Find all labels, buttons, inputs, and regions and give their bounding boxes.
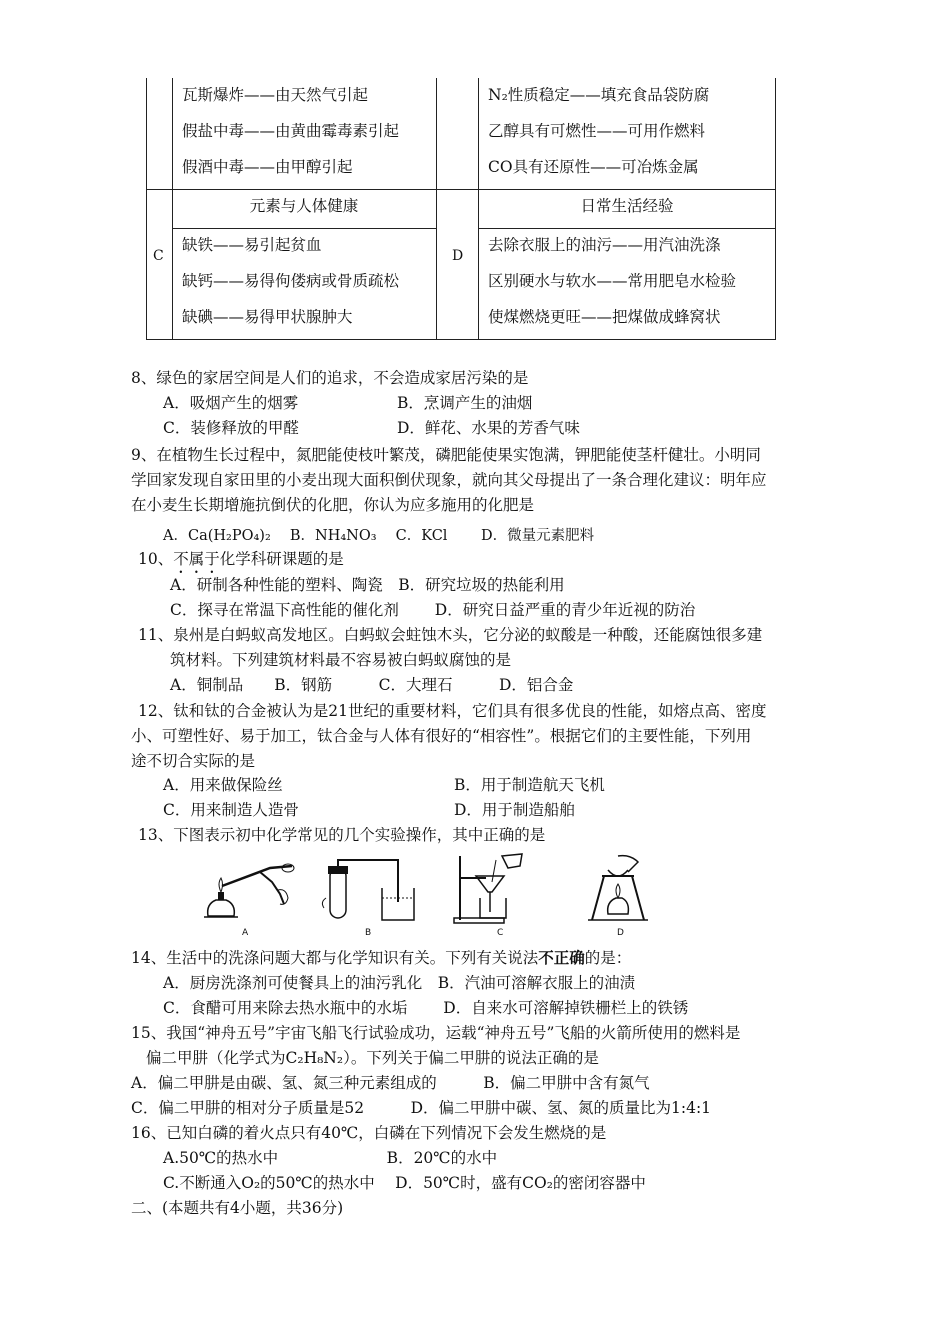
figure-a-alcohol-lamp (200, 858, 300, 928)
q12-option-c: C．用来制造人造骨 (163, 801, 299, 819)
q16-stem: 16、已知白磷的着火点只有40℃，白磷在下列情况下会发生燃烧的是 (131, 1124, 607, 1142)
q16-options-ab: A.50℃的热水中 B．20℃的水中 (163, 1149, 498, 1167)
q10-emphasis: 不属于 (173, 550, 220, 568)
table-col-divider-2 (436, 78, 437, 340)
table-row-divider (146, 189, 776, 190)
q13-stem: 13、下图表示初中化学常见的几个实验操作，其中正确的是 (138, 826, 546, 844)
q12-option-a: A．用来做保险丝 (163, 776, 283, 794)
q12-option-d: D．用于制造船舶 (454, 801, 575, 819)
section-2-heading: 二、(本题共有4小题，共36分) (131, 1199, 344, 1217)
q12-line-1: 12、钛和钛的合金被认为是21世纪的重要材料，它们具有很多优良的性能，如熔点高、密度 (138, 702, 767, 720)
q9-line-3: 在小麦生长期增施抗倒伏的化肥，你认为应多施用的化肥是 (131, 496, 535, 514)
table-top-left-line-3: 假酒中毒——由甲醇引起 (182, 158, 353, 176)
q8-option-d: D．鲜花、水果的芳香气味 (397, 419, 580, 437)
q8-option-c: C．装修释放的甲醛 (163, 419, 299, 437)
table-top-right-line-1: N₂性质稳定——填充食品袋防腐 (488, 86, 710, 104)
q9-line-2: 学回家发现自家田里的小麦出现大面积倒伏现象，就向其父母提出了一条合理化建议：明年应 (131, 471, 767, 489)
q15-options-cd: C．偏二甲肼的相对分子质量是52 D．偏二甲肼中碳、氢、氮的质量比为1:4:1 (131, 1099, 712, 1117)
figure-b-gas-collection (318, 858, 418, 928)
table-c-line-2: 缺钙——易得佝偻病或骨质疏松 (182, 272, 400, 290)
figure-c-filtration (452, 852, 542, 928)
q8-option-a: A．吸烟产生的烟雾 (163, 394, 299, 412)
figure-c-label: C (497, 928, 504, 938)
table-c-line-1: 缺铁——易引起贫血 (182, 236, 322, 254)
table-c-header: 元素与人体健康 (249, 197, 359, 215)
q11-line-1: 11、泉州是白蚂蚁高发地区。白蚂蚁会蛀蚀木头，它分泌的蚁酸是一种酸，还能腐蚀很多建 (138, 626, 763, 644)
q9-options: A．Ca(H₂PO₄)₂ B．NH₄NO₃ C．KCl D．微量元素肥料 (163, 528, 595, 544)
table-d-header: 日常生活经验 (580, 197, 674, 215)
q14-stem (131, 948, 631, 968)
table-top-right-line-3: CO具有还原性——可冶炼金属 (488, 158, 699, 176)
q14-options-cd: C．食醋可用来除去热水瓶中的水垢 D．自来水可溶解掉铁栅栏上的铁锈 (163, 999, 689, 1017)
q10-stem (138, 549, 344, 577)
figure-b-label: B (365, 928, 372, 938)
table-top-right-line-2: 乙醇具有可燃性——可用作燃料 (488, 122, 706, 140)
table-top-left-line-1: 瓦斯爆炸——由天然气引起 (182, 86, 369, 104)
q14-suffix: 的是： (584, 949, 632, 967)
q10-options-cd: C．探寻在常温下高性能的催化剂 D．研究日益严重的青少年近视的防治 (170, 601, 696, 619)
table-c-label: C (153, 248, 164, 264)
q15-options-ab: A．偏二甲肼是由碳、氢、氮三种元素组成的 B．偏二甲肼中含有氮气 (131, 1074, 650, 1092)
q11-options: A．铜制品 B．钢筋 C．大理石 D．铝合金 (170, 676, 574, 694)
figure-d-label: D (617, 928, 624, 938)
table-c-header-divider (172, 228, 436, 229)
q8-stem: 8、绿色的家居空间是人们的追求，不会造成家居污染的是 (131, 369, 529, 387)
q9-line-1: 9、在植物生长过程中，氮肥能使枝叶繁茂，磷肥能使果实饱满，钾肥能使茎杆健壮。小明同 (131, 446, 761, 464)
table-d-header-divider (478, 228, 776, 229)
figure-a-label: A (242, 928, 249, 938)
q16-options-cd: C.不断通入O₂的50℃的热水中 D．50℃时，盛有CO₂的密闭容器中 (163, 1174, 646, 1192)
q12-line-3: 途不切合实际的是 (131, 752, 256, 770)
figure-d-evaporation (578, 852, 658, 928)
answer-table (146, 78, 776, 340)
q15-line-1: 15、我国“神舟五号”宇宙飞船飞行试验成功，运载“神舟五号”飞船的火箭所使用的燃料是 (131, 1024, 741, 1042)
table-border-bottom (146, 339, 776, 340)
table-border-left (146, 78, 147, 340)
table-d-line-3: 使煤燃烧更旺——把煤做成蜂窝状 (488, 308, 721, 326)
q14-options-ab: A．厨房洗涤剂可使餐具上的油污乳化 B．汽油可溶解衣服上的油渍 (163, 974, 636, 992)
q12-line-2: 小、可塑性好、易于加工，钛合金与人体有很好的“相容性”。根据它们的主要性能，下列用 (131, 727, 752, 745)
table-c-line-3: 缺碘——易得甲状腺肿大 (182, 308, 353, 326)
q14-emphasis: 不正确 (538, 949, 585, 967)
q14-prefix: 14、生活中的洗涤问题大都与化学知识有关。下列有关说法 (131, 949, 539, 967)
table-top-left-line-2: 假盐中毒——由黄曲霉毒素引起 (182, 122, 400, 140)
q8-option-b: B．烹调产生的油烟 (397, 394, 533, 412)
table-d-label: D (452, 248, 464, 264)
q10-options-ab: A．研制各种性能的塑料、陶瓷 B．研究垃圾的热能利用 (170, 576, 565, 594)
q15-line-2: 偏二甲肼（化学式为C₂H₈N₂）。下列关于偏二甲肼的说法正确的是 (146, 1049, 599, 1067)
table-d-line-2: 区别硬水与软水——常用肥皂水检验 (488, 272, 737, 290)
q12-option-b: B．用于制造航天飞机 (454, 776, 605, 794)
q11-line-2: 筑材料。下列建筑材料最不容易被白蚂蚁腐蚀的是 (170, 651, 512, 669)
q10-prefix: 10、 (138, 550, 174, 568)
q10-suffix: 化学科研课题的是 (219, 550, 344, 568)
table-d-line-1: 去除衣服上的油污——用汽油洗涤 (488, 236, 721, 254)
